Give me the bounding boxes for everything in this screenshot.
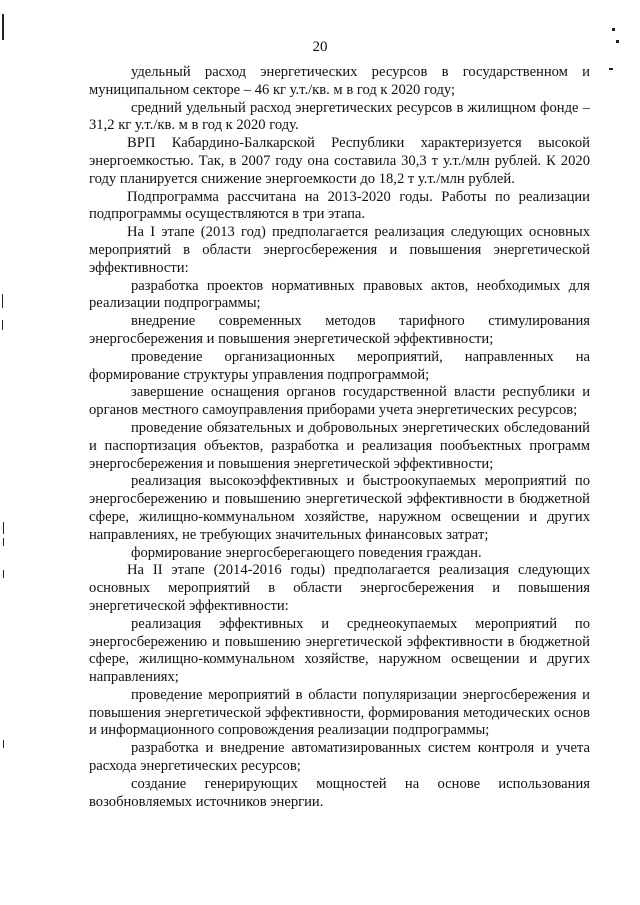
scan-artifact-left-1: [2, 294, 3, 308]
scan-artifact-right-1: [612, 28, 615, 31]
scan-artifact-top: [2, 14, 4, 40]
body-paragraph: ВРП Кабардино-Балкарской Республики характеризуется высокой энергоемкостью. Так, в 2007 году она составила 30,3 т у.т./млн рублей. К 2020 году планируется снижение энергоемкости до 18,2 т у.т./млн рублей.: [89, 135, 590, 187]
body-paragraph: На I этапе (2013 год) предполагается реализация следующих основных мероприятий в области энергосбережения и повышения энергетической эффективности:: [89, 224, 590, 276]
list-item-paragraph: создание генерирующих мощностей на основе использования возобновляемых источников энергии.: [89, 775, 590, 810]
scan-artifact-left-2: [2, 320, 3, 330]
scan-artifact-right-3: [609, 68, 613, 70]
list-item-paragraph: разработка проектов нормативных правовых актов, необходимых для реализации подпрограммы;: [89, 277, 590, 312]
list-item-paragraph: завершение оснащения органов государственной власти республики и органов местного самоуправления приборами учета энергетических ресурсов;: [89, 384, 590, 419]
list-item-paragraph: удельный расход энергетических ресурсов в государственном и муниципальном секторе – 46 кг у.т./кв. м в год к 2020 году;: [89, 64, 590, 98]
list-item-paragraph: средний удельный расход энергетических ресурсов в жилищном фонде – 31,2 кг у.т./кв. м в год к 2020 году.: [89, 99, 590, 134]
list-item-paragraph: разработка и внедрение автоматизированных систем контроля и учета расхода энергетических ресурсов;: [89, 740, 590, 775]
list-item-paragraph: реализация эффективных и среднеокупаемых мероприятий по энергосбережению и повышению энергетической эффективности в бюджетной сфере, жилищно-коммунальном хозяйстве, наружном освещении и других направлениях;: [89, 615, 590, 686]
scan-artifact-left-3: [3, 522, 4, 534]
document-body: [89, 64, 590, 811]
list-item-paragraph: реализация высокоэффективных и быстроокупаемых мероприятий по энергосбережению и повышению энергетической эффективности в бюджетной сфере, жилищно-коммунальном хозяйстве, наружном освещении и других направлениях, не требующих значительных финансовых затрат;: [89, 473, 590, 543]
list-item-paragraph: проведение организационных мероприятий, направленных на формирование структуры управления подпрограммой;: [89, 348, 590, 383]
scan-artifact-left-5: [3, 570, 4, 578]
body-paragraph: На II этапе (2014-2016 годы) предполагается реализация следующих основных мероприятий в области энергосбережения и повышения энергетической эффективности:: [89, 562, 590, 614]
list-item-paragraph: проведение обязательных и добровольных энергетических обследований и паспортизация объектов, разработка и реализация пообъектных программ энергосбережения и повышения энергетической эффективности;: [89, 419, 590, 472]
scan-artifact-left-4: [3, 538, 4, 546]
page-number: 20: [312, 39, 328, 55]
list-item-paragraph: проведение мероприятий в области популяризации энергосбережения и повышения энергетической эффективности, формирования методических основ и информационного сопровождения реализации подпрограммы;: [89, 686, 590, 739]
body-paragraph: Подпрограмма рассчитана на 2013-2020 годы. Работы по реализации подпрограммы осуществляются в три этапа.: [89, 188, 590, 223]
scan-artifact-left-6: [3, 740, 4, 748]
list-item-paragraph: формирование энергосберегающего поведения граждан.: [131, 544, 482, 561]
list-item-paragraph: внедрение современных методов тарифного стимулирования энергосбережения и повышения энергетической эффективности;: [89, 313, 590, 347]
